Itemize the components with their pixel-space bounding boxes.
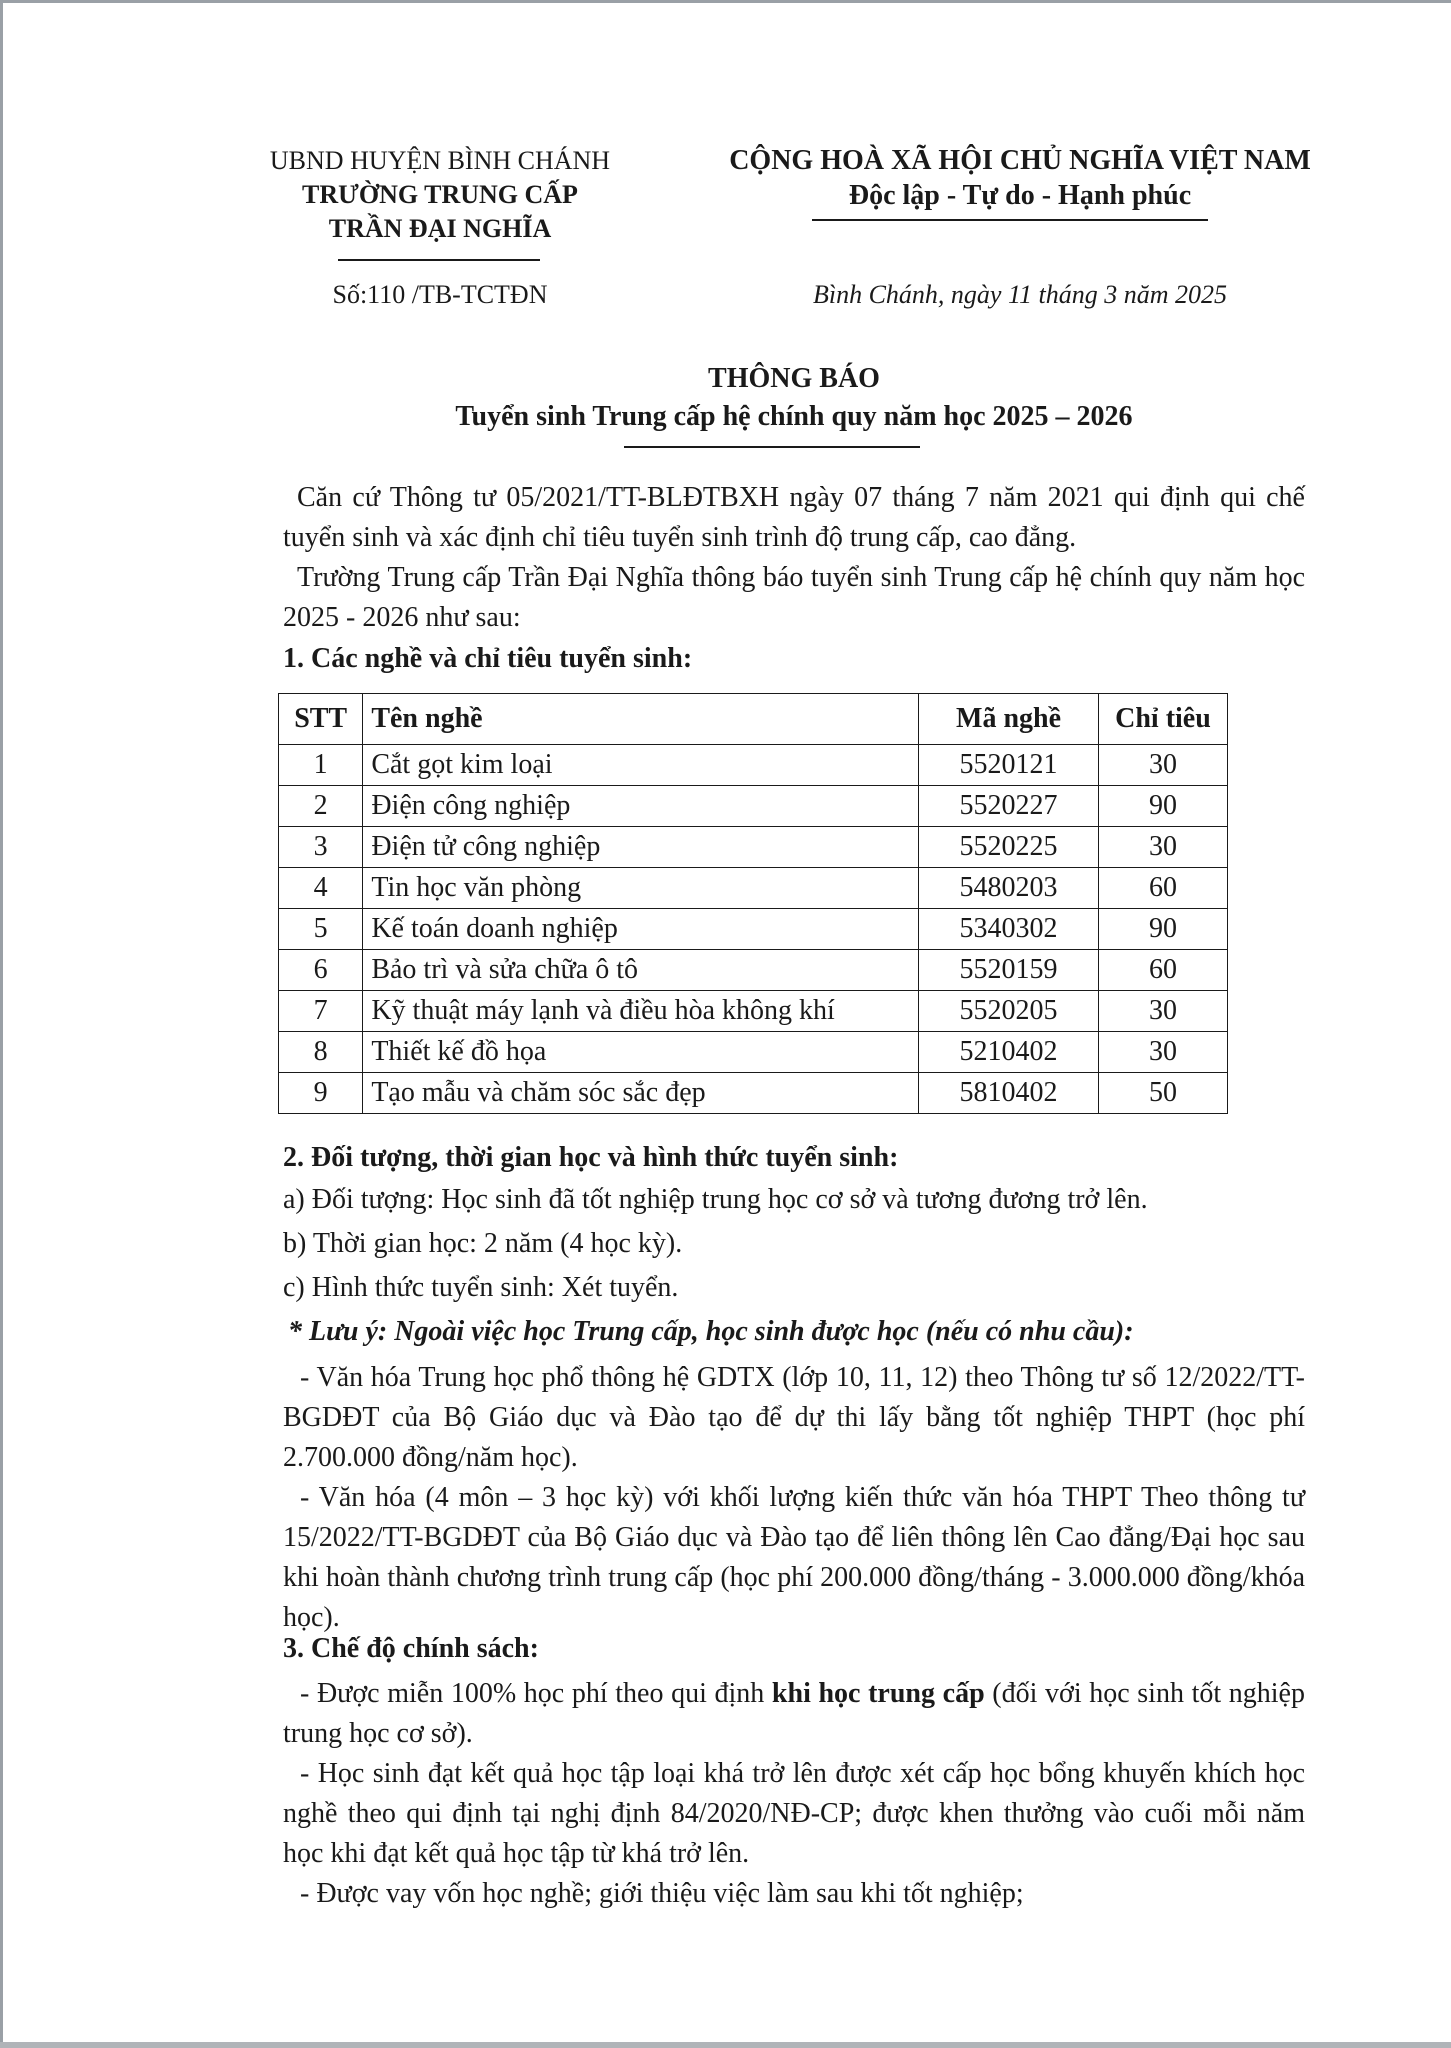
section-3-heading: 3. Chế độ chính sách:: [283, 1633, 539, 1664]
table-row: [279, 1032, 1228, 1073]
header-left-underline: [338, 259, 540, 261]
section-2-item-a: a) Đối tượng: Học sinh đã tốt nghiệp trung học cơ sở và tương đương trở lên.: [283, 1184, 1148, 1215]
document-number: Số:110 /TB-TCTĐN: [332, 280, 548, 309]
row-quota: 60: [1098, 868, 1227, 909]
table-row: [279, 991, 1228, 1032]
row-name: Điện tử công nghiệp: [363, 827, 919, 868]
row-code: 5520225: [919, 827, 1099, 868]
place-and-date: Bình Chánh, ngày 11 tháng 3 năm 2025: [812, 280, 1228, 309]
row-quota: 50: [1098, 1073, 1227, 1114]
row-stt: 7: [279, 991, 363, 1032]
column-header-code: Mã nghề: [919, 694, 1099, 745]
row-stt: 2: [279, 786, 363, 827]
section-3-paragraph-3: - Được vay vốn học nghề; giới thiệu việc làm sau khi tốt nghiệp;: [300, 1878, 1024, 1909]
intro-paragraph-1: Căn cứ Thông tư 05/2021/TT-BLĐTBXH ngày 07 tháng 7 năm 2021 qui định qui chế tuyển sinh và xác định chỉ tiêu tuyển sinh trình độ trung cấp, cao đẳng.: [283, 482, 1305, 553]
row-stt: 3: [279, 827, 363, 868]
table-row: [279, 745, 1228, 786]
row-stt: 9: [279, 1073, 363, 1114]
section-3-paragraph-1-text-b: (đối với học sinh tốt nghiệp trung học cơ sở).: [283, 1678, 1305, 1749]
row-quota: 30: [1098, 991, 1227, 1032]
school-name-line1: TRƯỜNG TRUNG CẤP: [302, 180, 578, 209]
row-code: 5340302: [919, 909, 1099, 950]
page-subtitle: Tuyển sinh Trung cấp hệ chính quy năm học 2025 – 2026: [455, 401, 1133, 432]
row-stt: 1: [279, 745, 363, 786]
row-code: 5520121: [919, 745, 1099, 786]
row-stt: 4: [279, 868, 363, 909]
row-name: Tạo mẫu và chăm sóc sắc đẹp: [363, 1073, 919, 1114]
row-quota: 90: [1098, 786, 1227, 827]
national-motto: Độc lập - Tự do - Hạnh phúc: [848, 180, 1192, 211]
section-3-paragraph-1-text-a: - Được miễn 100% học phí theo qui định: [300, 1678, 772, 1709]
row-quota: 90: [1098, 909, 1227, 950]
row-name: Tin học văn phòng: [363, 868, 919, 909]
section-3-paragraph-2: - Học sinh đạt kết quả học tập loại khá trở lên được xét cấp học bổng khuyến khích học nghề theo qui định tại nghị định 84/2020/NĐ-CP; được khen thưởng vào cuối mỗi năm học khi đạt kết quả học tập từ khá trở lên.: [283, 1758, 1305, 1869]
school-name-line2: TRẦN ĐẠI NGHĨA: [328, 214, 552, 243]
table-row: [279, 868, 1228, 909]
section-2-heading: 2. Đối tượng, thời gian học và hình thức tuyển sinh:: [283, 1142, 899, 1173]
row-code: 5810402: [919, 1073, 1099, 1114]
row-name: Kế toán doanh nghiệp: [363, 909, 919, 950]
row-name: Bảo trì và sửa chữa ô tô: [363, 950, 919, 991]
row-quota: 60: [1098, 950, 1227, 991]
column-header-name: Tên nghề: [363, 694, 919, 745]
scan-edge-bottom: [0, 2042, 1451, 2048]
national-title: CỘNG HOÀ XÃ HỘI CHỦ NGHĨA VIỆT NAM: [729, 145, 1311, 176]
row-stt: 8: [279, 1032, 363, 1073]
admission-quota-table: [278, 693, 1228, 1114]
table-row: [279, 909, 1228, 950]
row-stt: 6: [279, 950, 363, 991]
row-quota: 30: [1098, 827, 1227, 868]
page-title: THÔNG BÁO: [708, 363, 880, 394]
section-3-paragraph-1-bold: khi học trung cấp: [771, 1678, 985, 1709]
intro-paragraph-2: Trường Trung cấp Trần Đại Nghĩa thông báo tuyển sinh Trung cấp hệ chính quy năm học 2025 - 2026 như sau:: [283, 562, 1305, 633]
row-name: Cắt gọt kim loại: [363, 745, 919, 786]
table-row: [279, 1073, 1228, 1114]
section-2-note-paragraph-1: - Văn hóa Trung học phổ thông hệ GDTX (lớp 10, 11, 12) theo Thông tư số 12/2022/TT-BGDĐT của Bộ Giáo dục và Đào tạo để dự thi lấy bằng tốt nghiệp THPT (học phí 2.700.000 đồng/năm học).: [283, 1362, 1305, 1473]
row-quota: 30: [1098, 1032, 1227, 1073]
row-name: Kỹ thuật máy lạnh và điều hòa không khí: [363, 991, 919, 1032]
row-name: Thiết kế đồ họa: [363, 1032, 919, 1073]
table-row: [279, 827, 1228, 868]
header-right-underline: [812, 219, 1208, 221]
table-header-row: [279, 694, 1228, 745]
column-header-stt: STT: [279, 694, 363, 745]
table-row: [279, 950, 1228, 991]
scan-edge-left: [0, 0, 3, 2048]
section-2-item-b: b) Thời gian học: 2 năm (4 học kỳ).: [283, 1228, 683, 1259]
title-underline: [624, 446, 920, 448]
section-1-heading: 1. Các nghề và chỉ tiêu tuyển sinh:: [283, 643, 693, 674]
row-code: 5520227: [919, 786, 1099, 827]
table-row: [279, 786, 1228, 827]
row-code: 5520159: [919, 950, 1099, 991]
scan-edge-top: [0, 0, 1451, 3]
section-3-paragraph-1: [283, 1674, 1305, 1754]
row-quota: 30: [1098, 745, 1227, 786]
agency-name: UBND HUYỆN BÌNH CHÁNH: [269, 146, 611, 175]
section-2-note-paragraph-2: - Văn hóa (4 môn – 3 học kỳ) với khối lượng kiến thức văn hóa THPT Theo thông tư 15/2022/TT-BGDĐT của Bộ Giáo dục và Đào tạo để liên thông lên Cao đẳng/Đại học sau khi hoàn thành chương trình trung cấp (học phí 200.000 đồng/tháng - 3.000.000 đồng/khóa học).: [283, 1482, 1305, 1633]
row-stt: 5: [279, 909, 363, 950]
section-2-item-c: c) Hình thức tuyển sinh: Xét tuyển.: [283, 1272, 679, 1303]
row-code: 5520205: [919, 991, 1099, 1032]
column-header-quota: Chỉ tiêu: [1098, 694, 1227, 745]
section-2-note: * Lưu ý: Ngoài việc học Trung cấp, học sinh được học (nếu có nhu cầu):: [288, 1316, 1134, 1347]
row-code: 5480203: [919, 868, 1099, 909]
row-code: 5210402: [919, 1032, 1099, 1073]
row-name: Điện công nghiệp: [363, 786, 919, 827]
